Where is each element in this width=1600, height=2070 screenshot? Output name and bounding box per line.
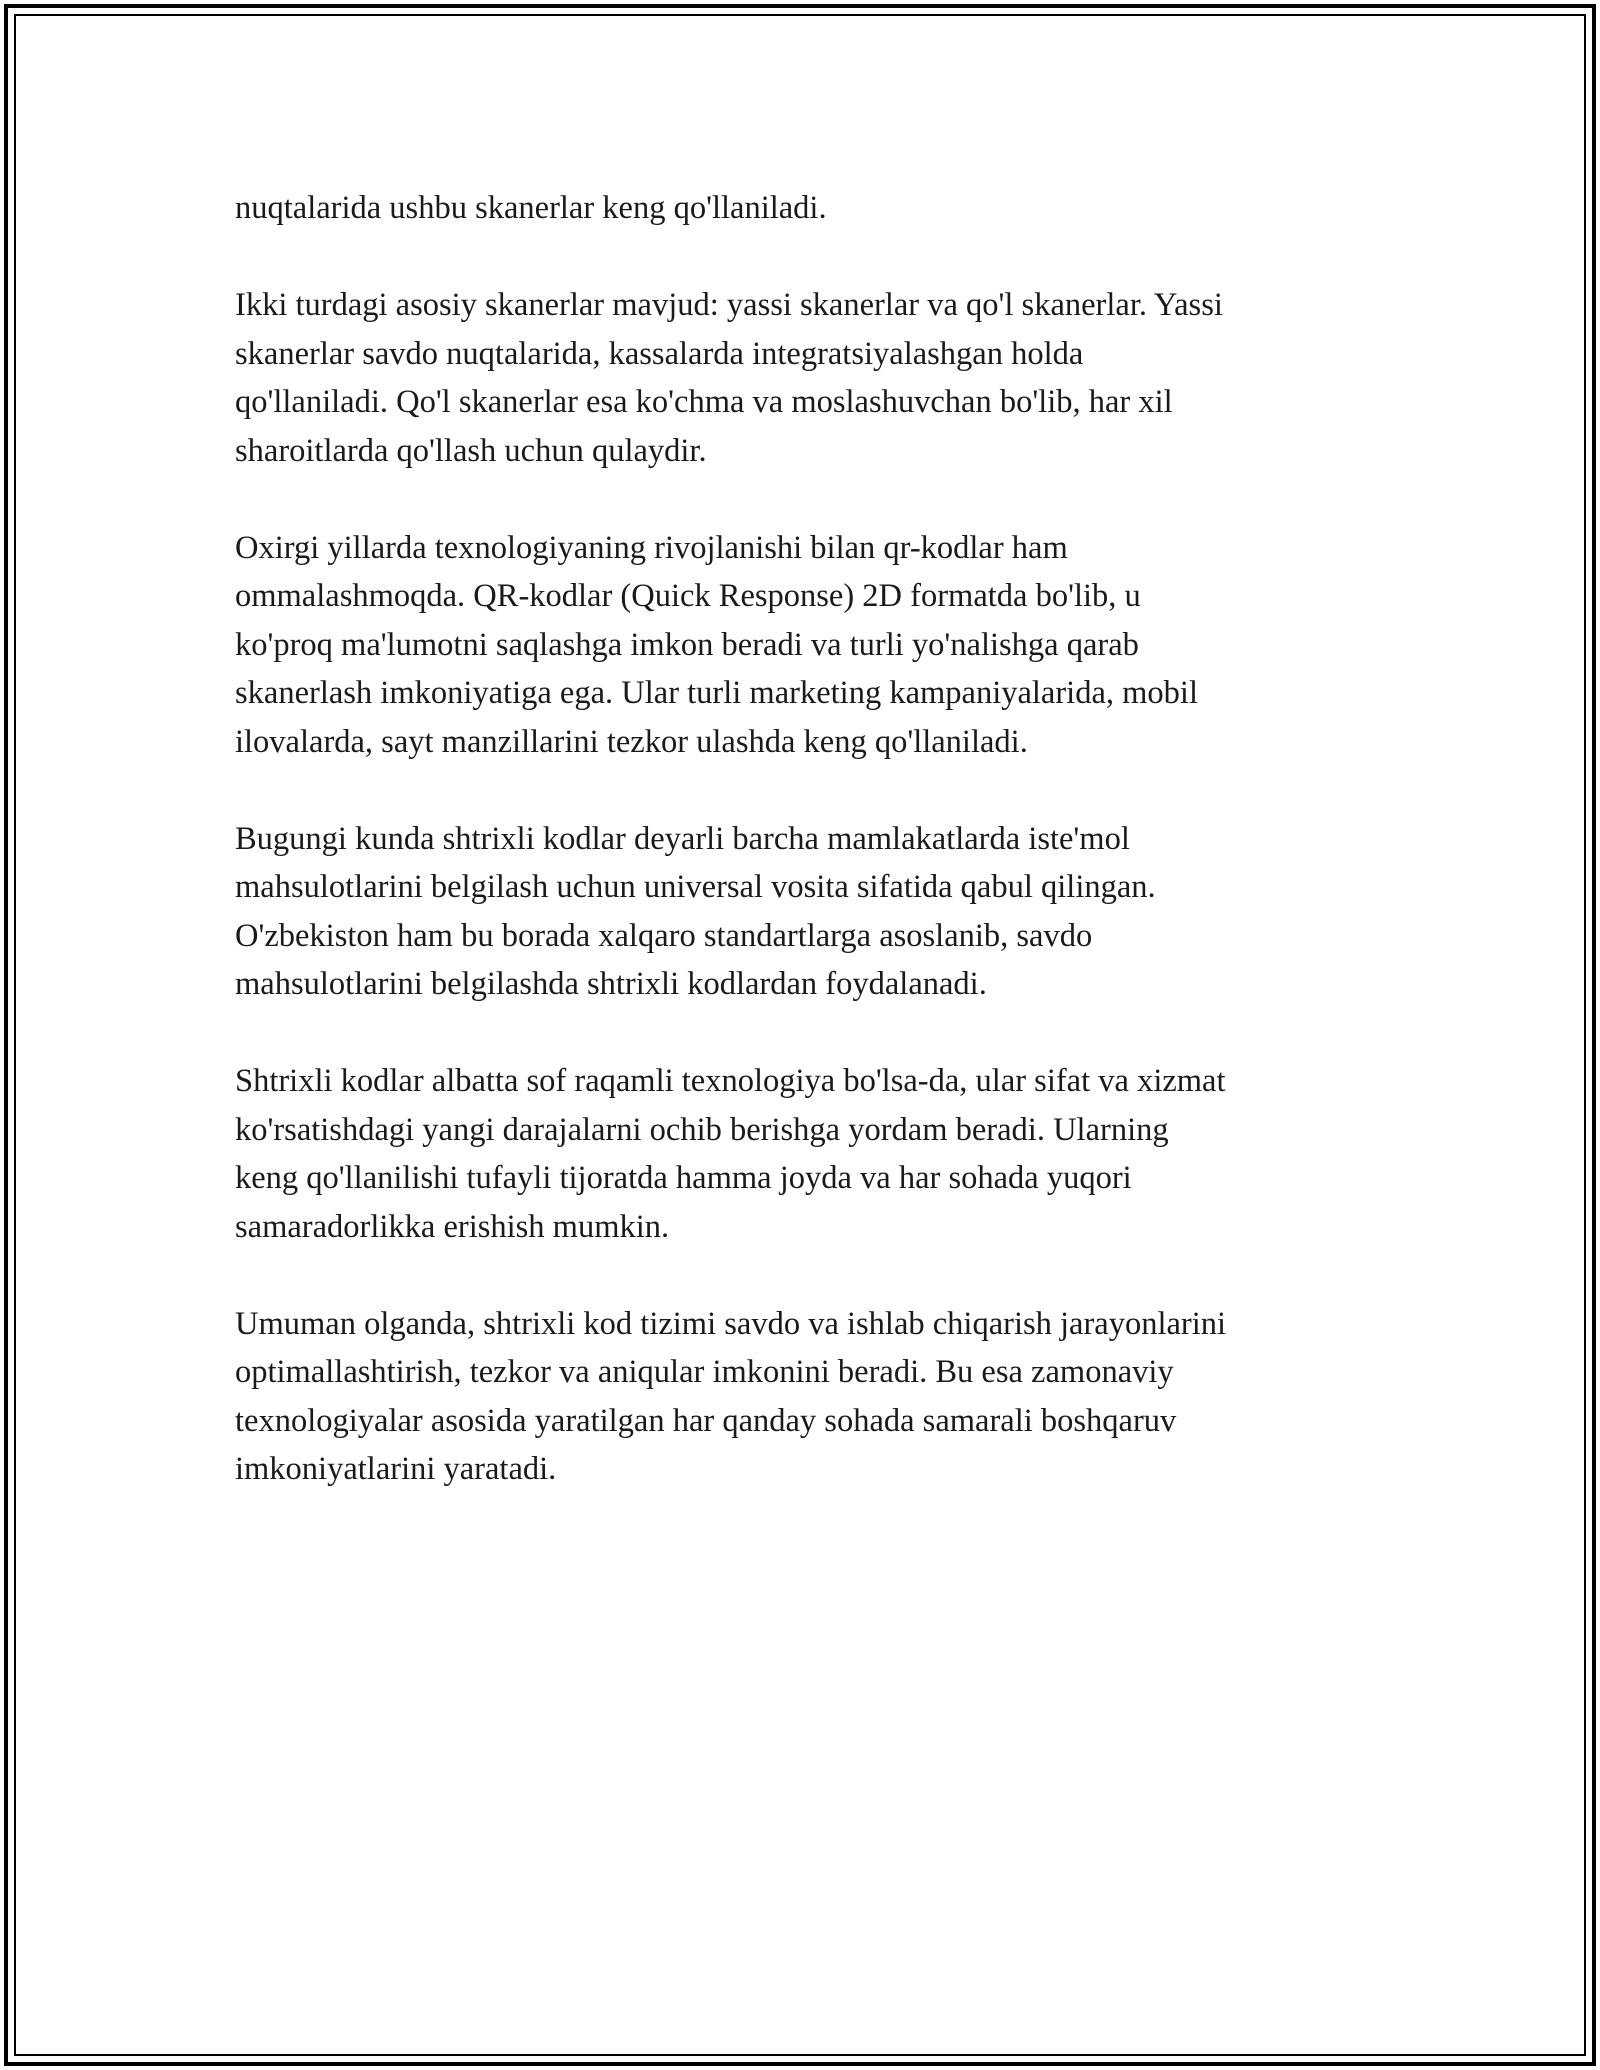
paragraph-2: Ikki turdagi asosiy skanerlar mavjud: yassi skanerlar va qo'l skanerlar. Yassi skanerlar savdo nuqtalarida, kassalarda integratsiyalashgan holda qo'llaniladi. Qo'l skanerlar esa ko'chma va moslashuvchan bo'lib, har xil sharoitlarda qo'llash uchun qulaydir. bbox=[235, 287, 1223, 469]
document-body bbox=[235, 184, 1375, 1542]
paragraph-5: Shtrixli kodlar albatta sof raqamli texnologiya bo'lsa-da, ular sifat va xizmat ko'rsatishdagi yangi darajalarni ochib berishga yordam beradi. Ularning keng qo'llanilishi tufayli tijoratda hamma joyda va har sohada yuqori samaradorlikka erishish mumkin. bbox=[235, 1063, 1226, 1245]
paragraph-4: Bugungi kunda shtrixli kodlar deyarli barcha mamlakatlarda iste'mol mahsulotlarini belgilash uchun universal vosita sifatida qabul qilingan. O'zbekiston ham bu borada xalqaro standartlarga asoslanib, savdo mahsulotlarini belgilashda shtrixli kodlardan foydalanadi. bbox=[235, 820, 1156, 1002]
paragraph-6: Umuman olganda, shtrixli kod tizimi savdo va ishlab chiqarish jarayonlarini optimallashtirish, tezkor va aniqular imkonini beradi. Bu esa zamonaviy texnologiyalar asosida yaratilgan har qanday sohada samarali boshqaruv imkoniyatlarini yaratadi. bbox=[235, 1305, 1227, 1487]
paragraph-1: nuqtalarida ushbu skanerlar keng qo'llaniladi. bbox=[235, 190, 827, 226]
paragraph-3: Oxirgi yillarda texnologiyaning rivojlanishi bilan qr-kodlar ham ommalashmoqda. QR-kodlar (Quick Response) 2D formatda bo'lib, u ko'proq ma'lumotni saqlashga imkon beradi va turli yo'nalishga qarab skanerlash imkoniyatiga ega. Ular turli marketing kampaniyalarida, mobil ilovalarda, sayt manzillarini tezkor ulashda keng qo'llaniladi. bbox=[235, 529, 1198, 760]
